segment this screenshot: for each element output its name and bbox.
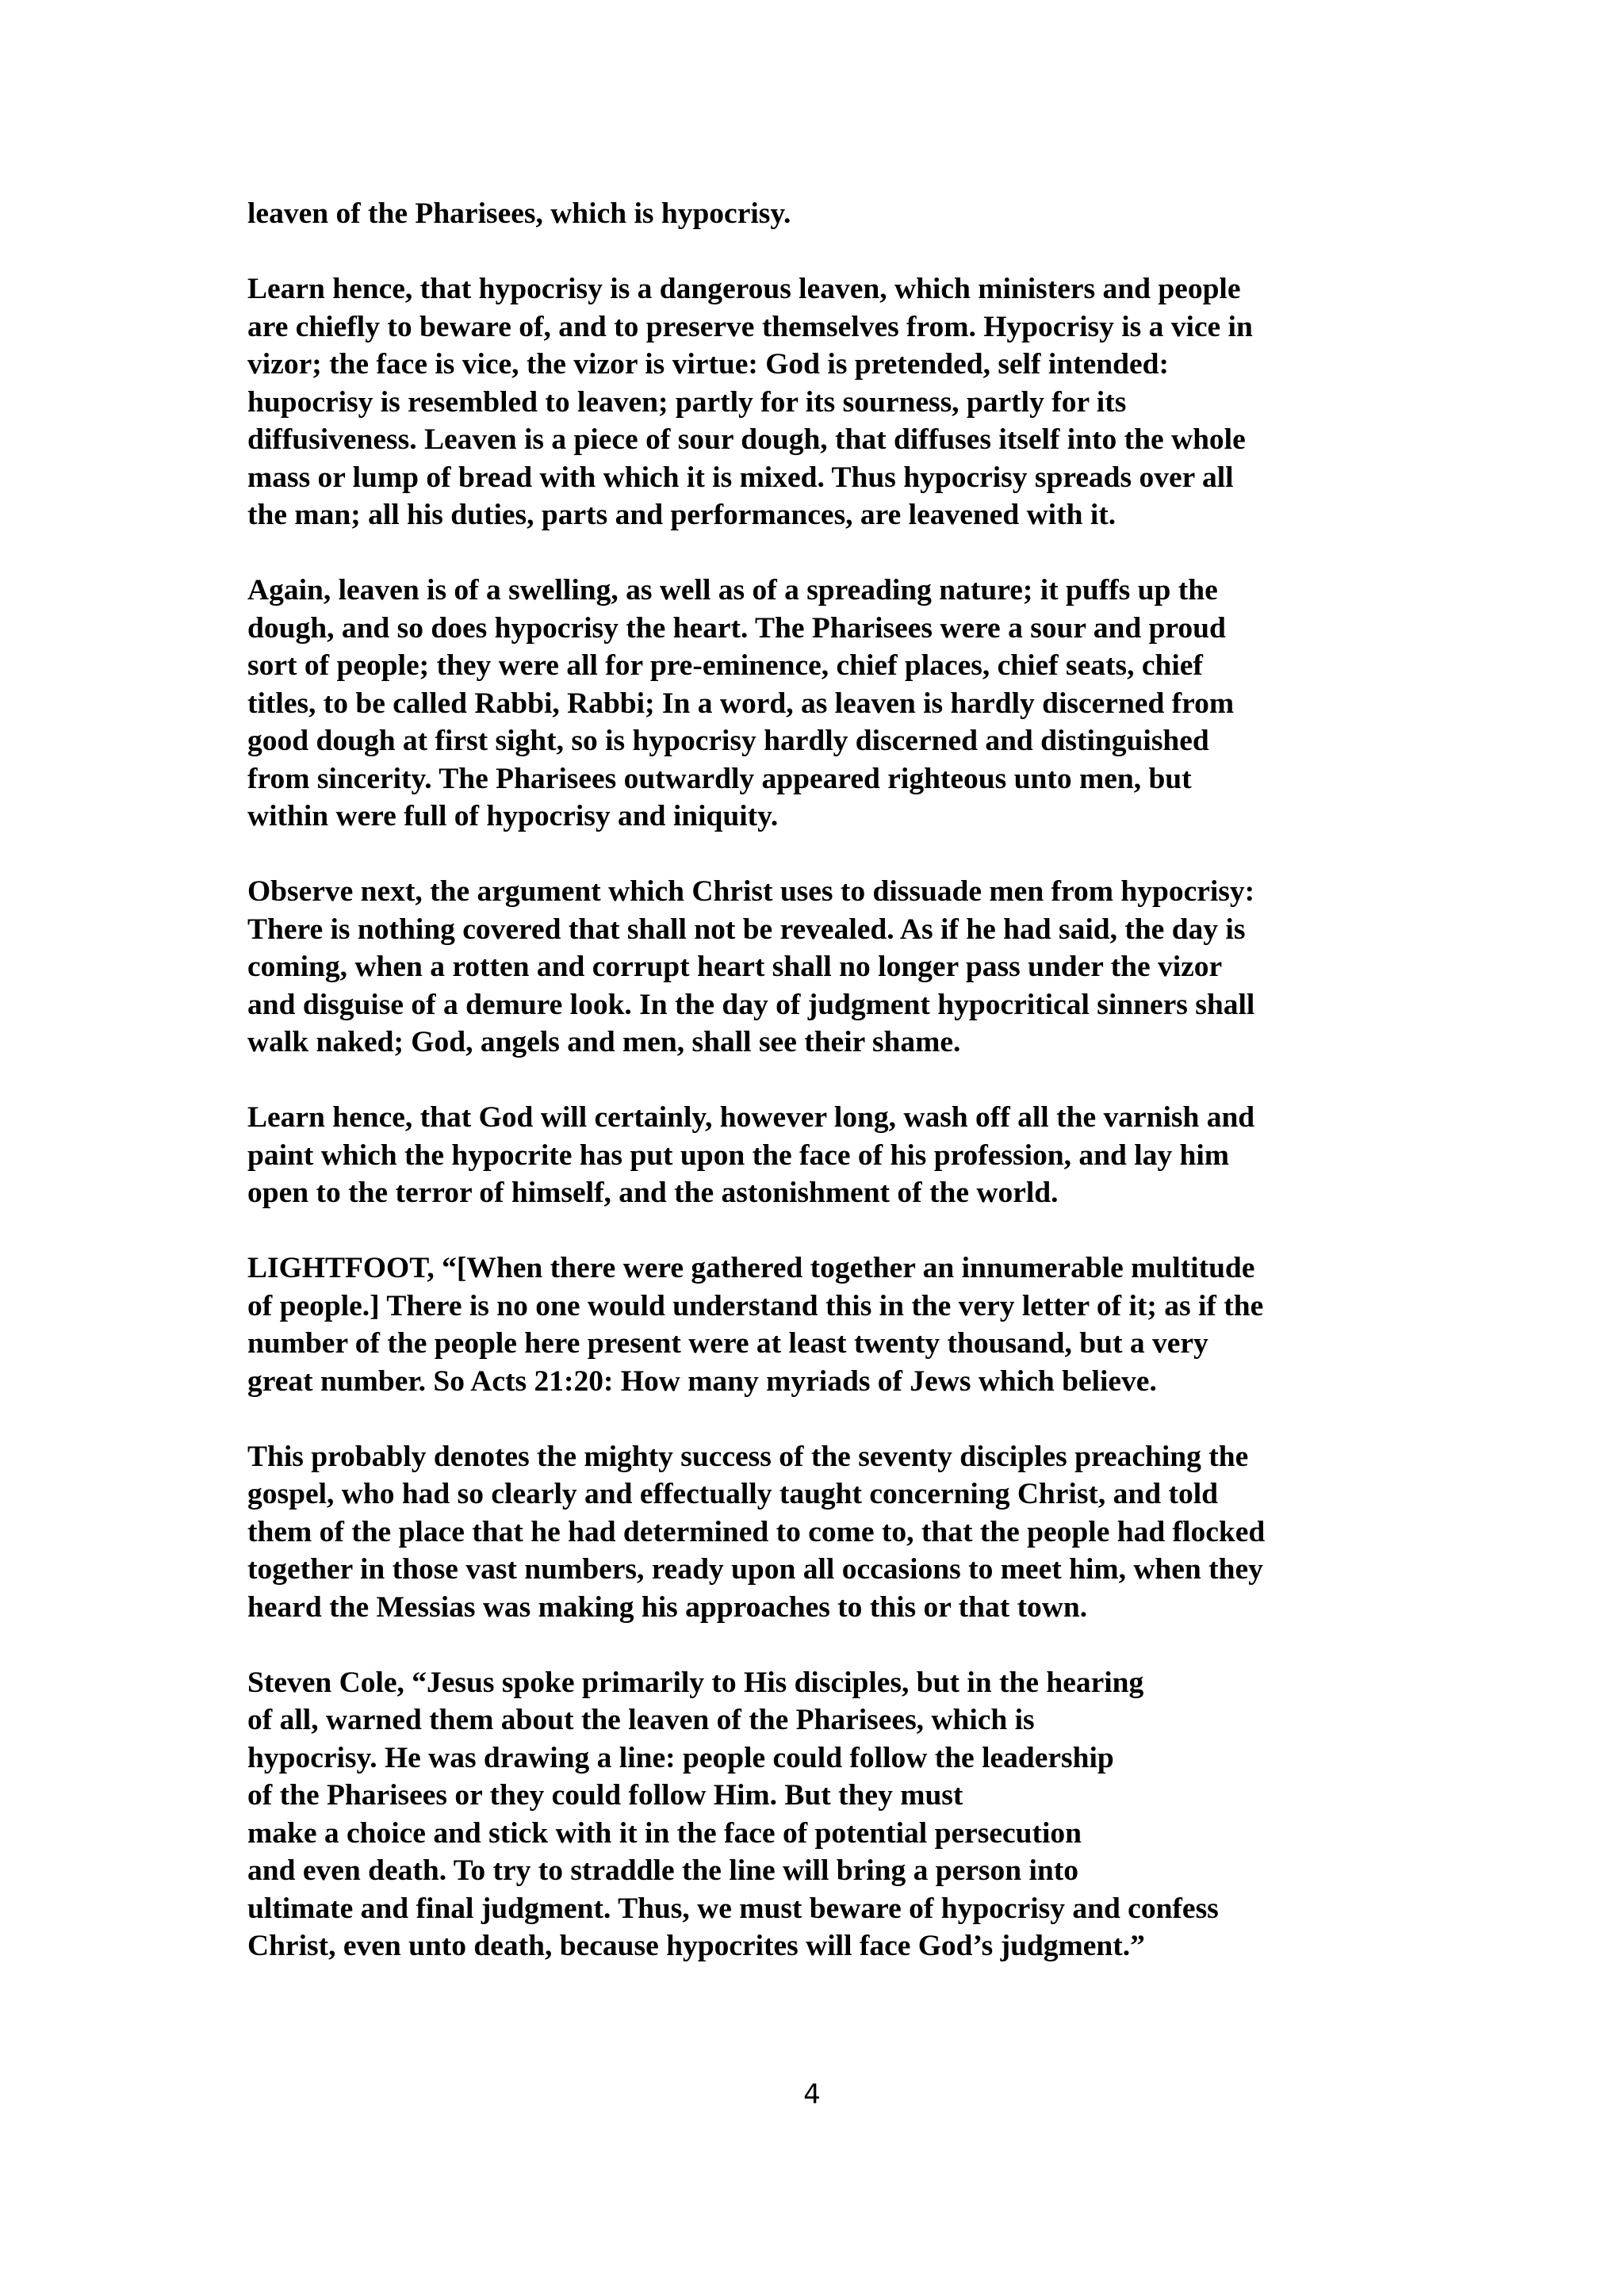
text-line: mass or lump of bread with which it is mixed. Thus hypocrisy spreads over all bbox=[247, 461, 1234, 494]
text-line: open to the terror of himself, and the astonishment of the world. bbox=[247, 1177, 1059, 1209]
text-line: good dough at first sight, so is hypocrisy hardly discerned and distinguished bbox=[247, 725, 1209, 757]
body-text bbox=[247, 195, 1405, 1965]
text-line: coming, when a rotten and corrupt heart shall no longer pass under the vizor bbox=[247, 951, 1223, 983]
paragraph-gap bbox=[247, 1062, 1405, 1100]
text-line: walk naked; God, angels and men, shall see their shame. bbox=[247, 1026, 961, 1058]
text-line: gospel, who had so clearly and effectually taught concerning Christ, and told bbox=[247, 1478, 1219, 1510]
paragraph bbox=[247, 873, 1405, 1062]
text-line: are chiefly to beware of, and to preserve themselves from. Hypocrisy is a vice in bbox=[247, 310, 1253, 343]
text-line: dough, and so does hypocrisy the heart. The Pharisees were a sour and proud bbox=[247, 611, 1226, 645]
paragraph bbox=[247, 1249, 1405, 1400]
paragraph bbox=[247, 1664, 1405, 1965]
text-line: titles, to be called Rabbi, Rabbi; In a word, as leaven is hardly discerned from bbox=[247, 687, 1235, 720]
paragraph-gap bbox=[247, 1400, 1405, 1438]
text-line: and disguise of a demure look. In the day of judgment hypocritical sinners shall bbox=[247, 988, 1255, 1021]
text-line: hypocrisy. He was drawing a line: people could follow the leadership bbox=[247, 1741, 1114, 1774]
paragraph bbox=[247, 195, 1405, 233]
paragraph bbox=[247, 1438, 1405, 1627]
paragraph bbox=[247, 572, 1405, 836]
text-line: hupocrisy is resembled to leaven; partly for its sourness, partly for its bbox=[247, 385, 1127, 419]
text-line: within were full of hypocrisy and iniquity. bbox=[247, 800, 779, 832]
text-line: and even death. To try to straddle the line will bring a person into bbox=[247, 1854, 1079, 1887]
text-line: paint which the hypocrite has put upon the face of his profession, and lay him bbox=[247, 1138, 1230, 1172]
text-line: Learn hence, that hypocrisy is a dangerous leaven, which ministers and people bbox=[247, 273, 1241, 305]
text-line: the man; all his duties, parts and performances, are leavened with it. bbox=[247, 499, 1116, 531]
page-number: 4 bbox=[803, 2079, 821, 2110]
text-line: of people.] There is no one would understand this in the very letter of it; as if the bbox=[247, 1289, 1264, 1322]
paragraph-gap bbox=[247, 1626, 1405, 1664]
text-line: Again, leaven is of a swelling, as well as of a spreading nature; it puffs up the bbox=[247, 574, 1218, 607]
text-line: great number. So Acts 21:20: How many myriads of Jews which believe. bbox=[247, 1364, 1157, 1398]
text-line: ultimate and final judgment. Thus, we must beware of hypocrisy and confess bbox=[247, 1892, 1219, 1925]
text-line: Christ, even unto death, because hypocrites will face God’s judgment.” bbox=[247, 1930, 1145, 1962]
text-line: vizor; the face is vice, the vizor is virtue: God is pretended, self intended: bbox=[247, 348, 1169, 381]
text-line: diffusiveness. Leaven is a piece of sour dough, that diffuses itself into the whole bbox=[247, 423, 1246, 456]
text-line: them of the place that he had determined to come to, that the people had flocked bbox=[247, 1515, 1266, 1548]
text-line: Steven Cole, “Jesus spoke primarily to His disciples, but in the hearing bbox=[247, 1666, 1144, 1699]
paragraph-gap bbox=[247, 233, 1405, 271]
text-line: Observe next, the argument which Christ uses to dissuade men from hypocrisy: bbox=[247, 875, 1255, 908]
text-line: of the Pharisees or they could follow Him. But they must bbox=[247, 1779, 963, 1812]
text-line: heard the Messias was making his approaches to this or that town. bbox=[247, 1590, 1088, 1624]
text-line: sort of people; they were all for pre-eminence, chief places, chief seats, chief bbox=[247, 649, 1203, 682]
paragraph-gap bbox=[247, 1212, 1405, 1250]
paragraph bbox=[247, 270, 1405, 534]
text-line: make a choice and stick with it in the face of potential persecution bbox=[247, 1816, 1082, 1850]
text-line: Learn hence, that God will certainly, however long, wash off all the varnish and bbox=[247, 1101, 1255, 1134]
text-line: There is nothing covered that shall not be revealed. As if he had said, the day is bbox=[247, 913, 1246, 946]
text-line: of all, warned them about the leaven of the Pharisees, which is bbox=[247, 1704, 1035, 1736]
paragraph bbox=[247, 1099, 1405, 1212]
text-line: leaven of the Pharisees, which is hypocrisy. bbox=[247, 197, 791, 230]
text-line: LIGHTFOOT, “[When there were gathered together an innumerable multitude bbox=[247, 1252, 1255, 1284]
text-line: number of the people here present were at least twenty thousand, but a very bbox=[247, 1327, 1208, 1360]
text-line: together in those vast numbers, ready upon all occasions to meet him, when they bbox=[247, 1553, 1263, 1586]
paragraph-gap bbox=[247, 836, 1405, 874]
text-line: This probably denotes the mighty success of the seventy disciples preaching the bbox=[247, 1440, 1249, 1473]
paragraph-gap bbox=[247, 534, 1405, 572]
text-line: from sincerity. The Pharisees outwardly appeared righteous unto men, but bbox=[247, 762, 1192, 795]
